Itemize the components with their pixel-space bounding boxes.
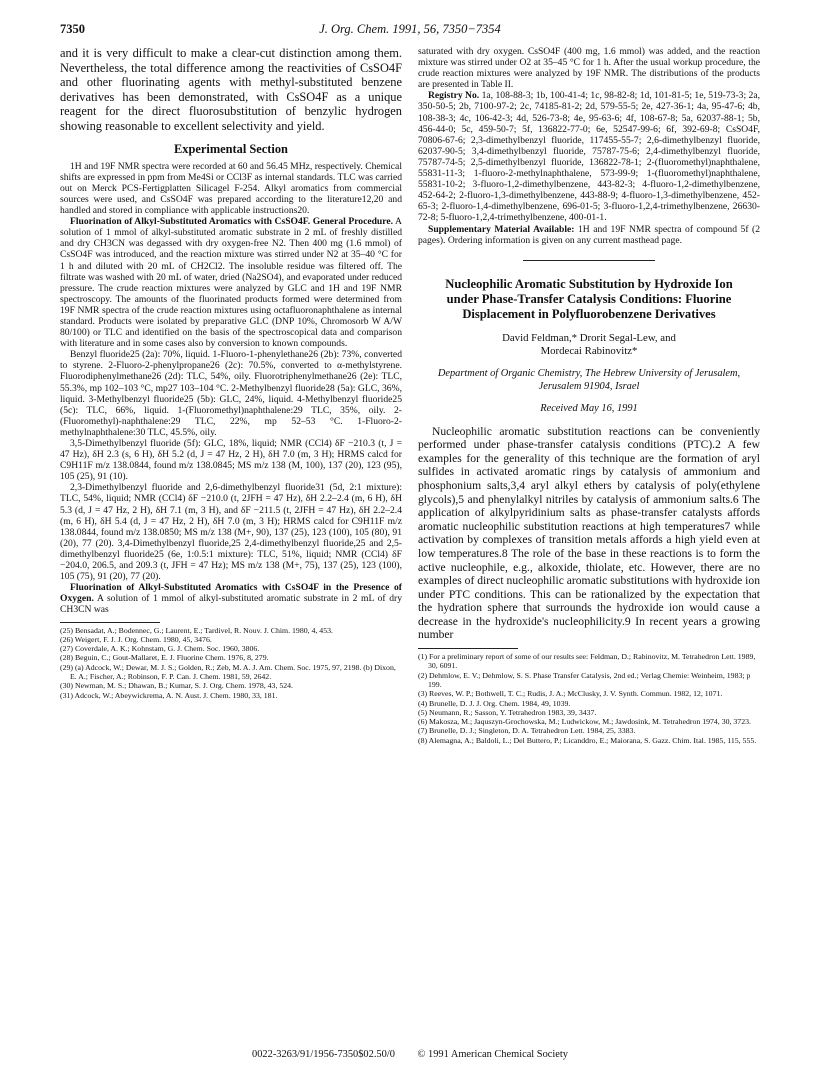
footnote: (6) Makosza, M.; Jaquszyn-Grochowska, M.; Ludwickow, M.; Jawdosink, M. Tetrahedron 1974, 30, 3723. [418,717,751,727]
footnote: (7) Brunelle, D. J.; Singleton, D. A. Tetrahedron Lett. 1984, 25, 3383. [418,726,636,736]
article-body-paragraph: Nucleophilic aromatic substitution reactions can be conveniently performed under phase-transfer catalysis conditions (PTC).2 A few examples for the generality of this technique are the formation of aryl sulfides in activated aromatic rings by catalysis of ammonium and phosphonium salts,3,4 aryl alkyl ethers by catalysis of poly(ethylene glycols),5 and phenylalkyl nitriles by catalysis of ammonium salts.6 The application of alkylpyridinium salts as phase-transfer catalysts affords aromatic nucleophilic substitution reactions at high temperatures7 while activation by complexes of transition metals affords a high yield even at low temperatures.8 The role of the base in these reactions is to form the active nucleophile, e.g., alkoxide, thiolate, etc. However, there are no examples of direct nucleophilic aromatic substitutions with hydroxide ion under PTC conditions. This can be rationalized by the expectation that the hydration sphere that surrounds the hydroxide ion would cause a decrease in the hydroxide's nucleophilicity.9 In recent years a growing number [418,424,760,642]
intro-paragraph-block [60,46,402,134]
article-title: Nucleophilic Aromatic Substitution by Hydroxide Ion under Phase-Transfer Catalysis Conditions: Fluorine Displacement in Polyfluorobenzene Derivatives [445,276,733,322]
footnote: (25) Bensadat, A.; Bodennec, G.; Laurent, E.; Tardivel, R. Nouv. J. Chim. 1980, 4, 453. [60,625,333,635]
procedure-paragraph [60,216,402,349]
oxygen-procedure-paragraph [60,582,402,615]
supplementary-paragraph [418,224,760,246]
oxygen-continuation-paragraph: saturated with dry oxygen. CsSO4F (400 mg, 1.6 mmol) was added, and the reaction mixture was stirred under O2 at 35–45 °C for 1 h. After the usual workup procedure, the crude reaction mixtures were analyzed by 19F NMR. The distributions of the products are presented in Table II. [418,46,760,91]
page-number: 7350 [60,22,85,36]
price-code: 0022-3263/91/1956-7350$02.50/0 [252,1049,395,1060]
registry-text: 1a, 108-88-3; 1b, 100-41-4; 1c, 98-82-8; 1d, 101-81-5; 1e, 519-73-3; 2a, 350-50-5; 2b, 7100-97-2; 2c, 74185-81-2; 2d, 579-55-5; 2e, 427-36-1; 4a, 95-47-6; 4b, 108-38-3; 4c, 106-42-3; 4d, 526-73-8; 4e, 95-63-6; 4f, 108-67-8; 5a, 62037-88-1; 5b, 456-44-0; 5c, 459-50-7; 5f, 136822-77-0; 6e, 52547-99-6; 6f, 392-69-8; CsSO4F, 70806-67-6; 2,3-dimethylbenzyl fluoride, 117455-55-7; 2,6-dimethylbenzyl fluoride, 62037-90-5; 3,4-dimethylbenzyl fluoride, 75787-75-6; 2,4-dimethylbenzyl fluoride, 75787-74-5; 2,5-dimethylbenzyl fluoride, 136822-78-1; 2-(fluoromethyl)naphthalene, 55831-11-3; 1-fluoro-2-methylnaphthalene, 573-99-9; 1-(fluoromethyl)naphthalene, 55831-10-2; 3-fluoro-1,2-dimethylbenzene, 443-82-3; 4-fluoro-1,2-dimethylbenzene, 452-64-2; 2-fluoro-1,3-dimethylbenzene, 443-88-9; 4-fluoro-1,3-dimethylbenzene, 452-65-3; 2-fluoro-1,4-dimethylbenzene, 696-01-5; 3-fluoro-1,2,4-trimethylbenzene, 26630-72-8; 5-fluoro-1,2,4-trimethylbenzene, 400-01-1. [418,90,760,224]
article-divider [523,260,655,261]
authors-line: David Feldman,* Drorit Segal-Lew, and [502,332,676,345]
copyright-notice: © 1991 American Chemical Society [417,1049,568,1060]
footnote: (4) Brunelle, D. J. J. Org. Chem. 1984, 49, 1039. [418,698,571,708]
footnote: (27) Coverdale, A. K.; Kohnstam, G. J. Chem. Soc. 1960, 3806. [60,644,260,654]
methods-paragraph: 1H and 19F NMR spectra were recorded at 60 and 56.45 MHz, respectively. Chemical shifts are expressed in ppm from Me4Si or CCl3F as internal standards. TLC was carried out on Merck PCS-Fertigplatten Silicagel F-254. Alkyl aromatics from commercial sources were used, and CsSO4F was prepared according to the literature12,20 and handled and stored in compliance with applicable instructions20. [60,160,402,217]
received-date: Received May 16, 1991 [540,403,638,415]
footnote: (3) Reeves, W. P.; Bothwell, T. C.; Rudis, J. A.; McClusky, J. V. Synth. Commun. 1982, 12, 1071. [418,689,723,699]
author-list [418,332,760,358]
left-column [60,46,402,700]
footnote: (26) Weigert, F. J. J. Org. Chem. 1980, 45, 3476. [60,634,212,644]
products-paragraph: Benzyl fluoride25 (2a): 70%, liquid. 1-Fluoro-1-phenylethane26 (2b): 73%, converted to styrene. 2-Fluoro-2-phenylpropane26 (2c): 70.5%, converted to α-methylstyrene. Fluorodiphenylmethane26 (2d): TLC, 54%, oily. Fluorotriphenylmethane26 (2e): TLC, 55.3%, mp 102–103 °C, mp27 103–104 °C. 2-Methylbenzyl fluoride28 (5a): GLC, 36%, liquid. 3-Methylbenzyl fluoride25 (5b): GLC, 24%, liquid. 4-Methylbenzyl fluoride25 (5c): TLC, 66%, liquid. 1-(Fluoromethyl)naphthalene:29 TLC, 35%, oily. 2-(Fluoromethyl)-naphthalene:29 TLC, 22%, mp 52–53 °C. 1-Fluoro-2-methylnaphthalene:30 TLC, 45.5%, oily. [60,349,402,438]
footnote: (28) Beguin, C.; Gout-Mallaret, E. J. Fluorine Chem. 1976, 8, 279. [60,653,269,663]
footnote: (1) For a preliminary report of some of our results see: Feldman, D.; Rabinovitz, M. Tetrahedron Lett. 1989, 30, 6091. [418,652,756,671]
authors-line: Mordecai Rabinovitz* [540,345,638,358]
page-footer [0,1049,820,1060]
running-header [60,22,760,38]
footnote: (8) Alemagna, A.; Baldoli, L.; Del Buttero, P.; Licanddro, E.; Maiorana, S. Gazz. Chim. Ital. 1985, 115, 555. [418,735,757,745]
registry-heading: Registry No. [428,90,480,102]
procedure-text: A solution of 1 mmol of alkyl-substituted aromatic substrate in 2 mL of freshly distilled and dry CH3CN was degassed with dry oxygen-free N2. Then 400 mg (1.6 mmol) of CsSO4F was introduced, and the reaction mixture was stirred under N2 at 35–40 °C for 1 h and diluted with 20 mL of CH2Cl2. The insoluble residue was filtered off. The filtrate was washed with 20 mL of water, dried (Na2SO4), and evaporated under reduced pressure. The crude reaction mixtures were analyzed by GLC and 1H and 19F NMR spectroscopy. The amounts of the fluorinated products formed were determined from 19F NMR spectra of the crude reaction mixtures using octafluoronaphthalene as internal standard. Products were isolated by preparative GLC (DNP 10%, Chromosorb W A/W 80/100) or TLC and identified on the basis of the spectroscopical data and comparison with literature and in some cases also by conversion to known compounds. [60,216,402,350]
left-footnotes [60,626,402,700]
supplementary-heading: Supplementary Material Available: [428,223,575,235]
section-title: Experimental Section [174,141,288,156]
footnote: (29) (a) Adcock, W.; Dewar, M. J. S.; Golden, R.; Zeb, M. A. J. Am. Chem. Soc. 1975, 97, 2198. (b) Dixon, E. A.; Fischer, A.; Robinson, F. P. Can. J. Chem. 1981, 59, 2642. [60,662,396,681]
intro-paragraph: and it is very difficult to make a clear-cut distinction among them. Nevertheless, the total difference among the reactivities of CsSO4F and other fluorinating agents with methyl-substituted benzene derivatives has been demonstrated, with CsSO4F as a unique reagent for the direct fluorosubstitution of benzylic hydrogen showing reasonable to excellent selectivity and yield. [60,46,402,133]
right-column [418,46,760,745]
registry-paragraph [418,90,760,223]
right-footnotes [418,652,760,745]
supplementary-text: 1H and 19F NMR spectra of compound 5f (2 pages). Ordering information is given on any current masthead page. [418,223,761,246]
procedure-heading: Fluorination of Alkyl-Substituted Aromatics with CsSO4F. General Procedure. [70,216,394,228]
footnote-rule [60,622,160,623]
oxygen-procedure-heading: Fluorination of Alkyl-Substituted Aromatics with CsSO4F in the Presence of Oxygen. [60,582,402,605]
footnote: (2) Dehmlow, E. V.; Dehmlow, S. S. Phase Transfer Catalysis, 2nd ed.; Verlag Chemie: Weinheim, 1983; p 199. [418,670,751,689]
footnote: (30) Newman, M. S.; Dhawan, B.; Kumar, S. J. Org. Chem. 1978, 43, 524. [60,681,294,691]
article-body [418,425,760,643]
footnote: (5) Neumann, R.; Sasson, Y. Tetrahedron 1983, 39, 3437. [418,707,597,717]
journal-citation: J. Org. Chem. 1991, 56, 7350−7354 [319,22,501,36]
compound-5d-6e-paragraph: 2,3-Dimethylbenzyl fluoride and 2,6-dimethylbenzyl fluoride31 (5d, 2:1 mixture): TLC, 54%, liquid; NMR (CCl4) δF −210.0 (t, 2JFH = 47 Hz), δH 2.2–2.4 (m, 6 H), δH 5.3 (d, J = 47 Hz, 2 H), δH 7.1 (m, 3 H), and δF −211.5 (t, 2JFH = 47 Hz), δH 2.2–2.4 (m, 6 H), δH 5.4 (d, J = 47 Hz, 2 H), δH 7.0 (m, 3 H); HRMS calcd for C9H11F m/z 138.0844, found m/z 138.0850; MS m/z 138 (M+, 90), 137 (25), 123 (100), 105 (80), 91 (20), 77 (20). 3,4-Dimethylbenzyl fluoride,25 2,4-dimethylbenzyl fluoride,25 and 2,5-dimethylbenzyl fluoride25 (6e, 1:0.5:1 mixture): TLC, 51%, liquid; NMR (CCl4) δF −204.0, 206.5, and 209.3 (t, JFH = 47 Hz); MS m/z 138 (M+, 75), 137 (25), 123 (100), 105 (75), 91 (20), 77 (20). [60,482,402,583]
affiliation: Department of Organic Chemistry, The Hebrew University of Jerusalem, Jerusalem 91904, Israel [437,368,741,392]
compound-5f-paragraph: 3,5-Dimethylbenzyl fluoride (5f): GLC, 18%, liquid; NMR (CCl4) δF −210.3 (t, J = 47 Hz), δH 2.3 (s, 6 H), δH 5.2 (d, J = 47 Hz, 2 H), δH 7.0 (m, 3 H); HRMS calcd for C9H11F m/z 138.0844, found m/z 138.0845; MS m/z 138 (M, 100), 137 (20), 123 (95), 105 (25), 91 (10). [60,438,402,483]
footnote-rule [418,648,518,649]
footnote: (31) Adcock, W.; Abeywickrema, A. N. Aust. J. Chem. 1980, 33, 181. [60,690,278,700]
oxygen-procedure-text: A solution of 1 mmol of alkyl-substituted aromatic substrate in 2 mL of dry CH3CN was [60,593,402,616]
